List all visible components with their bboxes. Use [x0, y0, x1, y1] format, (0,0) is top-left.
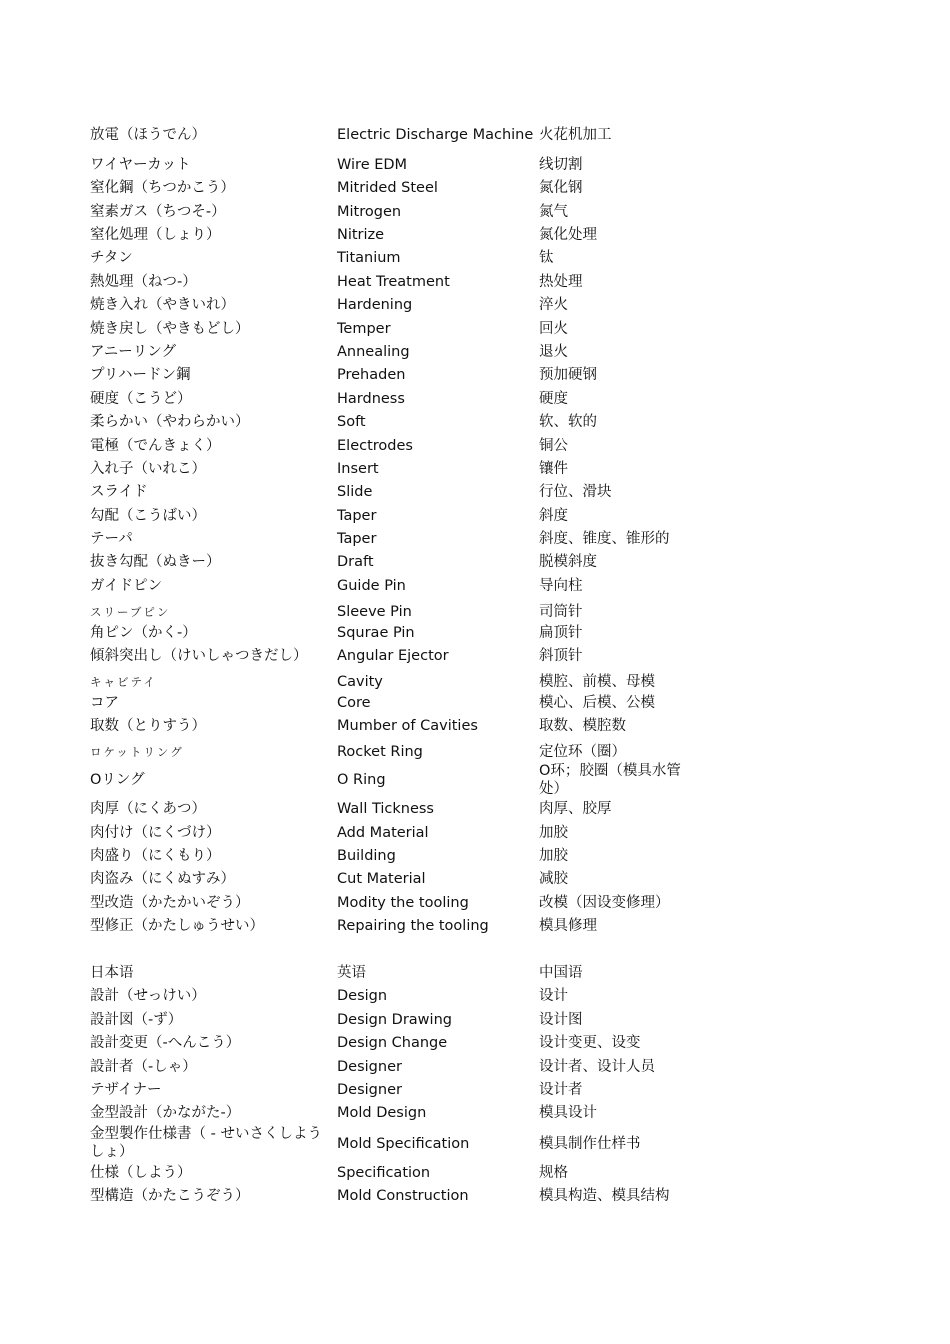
japanese-term: 抜き勾配（ぬきー） [90, 554, 221, 570]
japanese-term: ガイドピン [90, 578, 163, 594]
japanese-term: スリーブピン [90, 605, 171, 619]
header-chinese: 中国语 [539, 965, 583, 981]
english-term: Hardening [337, 297, 413, 313]
japanese-term: 勾配（こうばい） [90, 508, 206, 524]
english-term: Mitrogen [337, 204, 402, 220]
english-term: Core [337, 695, 371, 711]
japanese-term: ワイヤーカット [90, 157, 191, 173]
english-term: Modity the tooling [337, 895, 469, 911]
english-term: Soft [337, 414, 366, 430]
english-term: Wall Tickness [337, 801, 434, 817]
english-term: Wire EDM [337, 157, 408, 173]
japanese-term: 入れ子（いれこ） [90, 461, 206, 477]
chinese-term: 线切割 [539, 157, 583, 173]
japanese-term: スライド [90, 484, 148, 500]
japanese-term: 熱処理（ねつ-） [90, 274, 197, 290]
chinese-term: 氮化处理 [539, 227, 597, 243]
japanese-term: チタン [90, 250, 133, 266]
japanese-term: 窒化鋼（ちつかこう） [90, 180, 235, 196]
chinese-term: 钛 [539, 250, 554, 266]
chinese-term: 导向柱 [539, 578, 583, 594]
english-term: Designer [337, 1059, 402, 1075]
chinese-term: 斜顶针 [539, 648, 583, 664]
chinese-term: 氮化钢 [539, 180, 583, 196]
japanese-term: テザイナー [90, 1082, 162, 1098]
chinese-term: 预加硬钢 [539, 367, 597, 383]
chinese-term: 模具设计 [539, 1105, 597, 1121]
japanese-term: コア [90, 695, 119, 711]
chinese-term: 设计图 [539, 1012, 583, 1028]
japanese-term: 設計者（-しゃ） [90, 1059, 197, 1075]
chinese-term: 设计者 [539, 1082, 583, 1098]
japanese-term: 金型設計（かながた-） [90, 1105, 241, 1121]
english-term: Mumber of Cavities [337, 718, 478, 734]
english-term: Rocket Ring [337, 744, 423, 760]
japanese-term: 肉盗み（にくぬすみ） [90, 871, 235, 887]
english-term: Design Change [337, 1035, 448, 1051]
japanese-term: 角ピン（かく-） [90, 625, 197, 641]
chinese-term: 斜度、锥度、锥形的 [539, 531, 670, 547]
japanese-term: 放電（ほうでん） [90, 127, 206, 143]
chinese-term: 肉厚、胶厚 [539, 801, 612, 817]
chinese-term: O环；胶圈（模具水管处） [539, 763, 681, 797]
chinese-term: 软、软的 [539, 414, 597, 430]
japanese-term: 仕様（しよう） [90, 1165, 192, 1181]
english-term: Nitrize [337, 227, 385, 243]
english-term: Designer [337, 1082, 402, 1098]
english-term: Titanium [337, 250, 401, 266]
japanese-term: 設計（せっけい） [90, 988, 206, 1004]
chinese-term: 取数、模腔数 [539, 718, 626, 734]
english-term: Design [337, 988, 388, 1004]
english-term: Mold Construction [337, 1188, 469, 1204]
chinese-term: 退火 [539, 344, 568, 360]
japanese-term: 窒化処理（しょり） [90, 227, 221, 243]
japanese-term: Oリング [90, 772, 145, 788]
japanese-term: 型構造（かたこうぞう） [90, 1188, 250, 1204]
chinese-term: 加胶 [539, 848, 568, 864]
chinese-term: 定位环（圈） [539, 744, 626, 760]
chinese-term: 模具构造、模具结构 [539, 1188, 670, 1204]
japanese-term: 柔らかい（やわらかい） [90, 414, 250, 430]
english-term: O Ring [337, 772, 386, 788]
chinese-term: 加胶 [539, 825, 568, 841]
english-term: Electric Discharge Machine [337, 127, 534, 143]
english-term: Mold Specification [337, 1136, 470, 1152]
chinese-term: 模心、后模、公模 [539, 695, 655, 711]
chinese-term: 斜度 [539, 508, 568, 524]
japanese-term: ロケットリング [90, 745, 184, 759]
chinese-term: 减胶 [539, 871, 568, 887]
chinese-term: 司筒针 [539, 604, 583, 620]
japanese-term: 設計図（-ず） [90, 1012, 183, 1028]
chinese-term: 脱模斜度 [539, 554, 597, 570]
japanese-term: プリハードン鋼 [90, 367, 191, 383]
chinese-term: 改模（因设变修理） [539, 895, 670, 911]
header-english: 英语 [337, 965, 366, 981]
english-term: Squrae Pin [337, 625, 415, 641]
english-term: Mold Design [337, 1105, 427, 1121]
chinese-term: 行位、滑块 [539, 484, 612, 500]
japanese-term: 硬度（こうど） [90, 391, 192, 407]
japanese-term: 設計変更（-へんこう） [90, 1035, 241, 1051]
chinese-term: 铜公 [539, 438, 568, 454]
english-term: Cut Material [337, 871, 426, 887]
japanese-term: キャビテイ [90, 675, 157, 689]
english-term: Taper [337, 508, 377, 524]
english-term: Electrodes [337, 438, 413, 454]
chinese-term: 模腔、前模、母模 [539, 674, 655, 690]
japanese-term: 焼き入れ（やきいれ） [90, 297, 235, 313]
japanese-term: 傾斜突出し（けいしゃつきだし） [90, 648, 308, 664]
chinese-term: 模具制作仕样书 [539, 1136, 641, 1152]
english-term: Annealing [337, 344, 410, 360]
english-term: Building [337, 848, 396, 864]
chinese-term: 氮气 [539, 204, 568, 220]
japanese-term: 取数（とりすう） [90, 718, 206, 734]
english-term: Heat Treatment [337, 274, 450, 290]
japanese-term: 肉盛り（にくもり） [90, 848, 221, 864]
japanese-term: 型改造（かたかいぞう） [90, 895, 250, 911]
english-term: Add Material [337, 825, 429, 841]
english-term: Temper [337, 321, 391, 337]
header-japanese: 日本语 [90, 965, 134, 981]
japanese-term: テーパ [90, 531, 133, 547]
chinese-term: 规格 [539, 1165, 568, 1181]
chinese-term: 设计 [539, 988, 568, 1004]
chinese-term: 热处理 [539, 274, 583, 290]
english-term: Prehaden [337, 367, 406, 383]
japanese-term: 電極（でんきょく） [90, 438, 221, 454]
english-term: Draft [337, 554, 374, 570]
chinese-term: 淬火 [539, 297, 568, 313]
english-term: Mitrided Steel [337, 180, 438, 196]
english-term: Taper [337, 531, 377, 547]
english-term: Design Drawing [337, 1012, 452, 1028]
japanese-term: 窒素ガス（ちつそ-） [90, 204, 226, 220]
japanese-term: 型修正（かたしゅうせい） [90, 918, 264, 934]
chinese-term: 扁顶针 [539, 625, 583, 641]
english-term: Insert [337, 461, 379, 477]
japanese-term: 肉付け（にくづけ） [90, 825, 221, 841]
japanese-term: 焼き戻し（やきもどし） [90, 321, 250, 337]
japanese-term: アニーリング [90, 344, 176, 360]
english-term: Slide [337, 484, 373, 500]
english-term: Angular Ejector [337, 648, 449, 664]
japanese-term: 肉厚（にくあつ） [90, 801, 206, 817]
english-term: Cavity [337, 674, 383, 690]
chinese-term: 火花机加工 [539, 127, 612, 143]
english-term: Repairing the tooling [337, 918, 489, 934]
chinese-term: 模具修理 [539, 918, 597, 934]
english-term: Hardness [337, 391, 405, 407]
chinese-term: 硬度 [539, 391, 568, 407]
english-term: Specification [337, 1165, 431, 1181]
english-term: Sleeve Pin [337, 604, 412, 620]
english-term: Guide Pin [337, 578, 406, 594]
japanese-term: 金型製作仕様書（ - せいさくしようしょ） [90, 1126, 322, 1160]
chinese-term: 设计者、设计人员 [539, 1059, 655, 1075]
chinese-term: 设计变更、设变 [539, 1035, 641, 1051]
chinese-term: 镶件 [539, 461, 568, 477]
chinese-term: 回火 [539, 321, 568, 337]
